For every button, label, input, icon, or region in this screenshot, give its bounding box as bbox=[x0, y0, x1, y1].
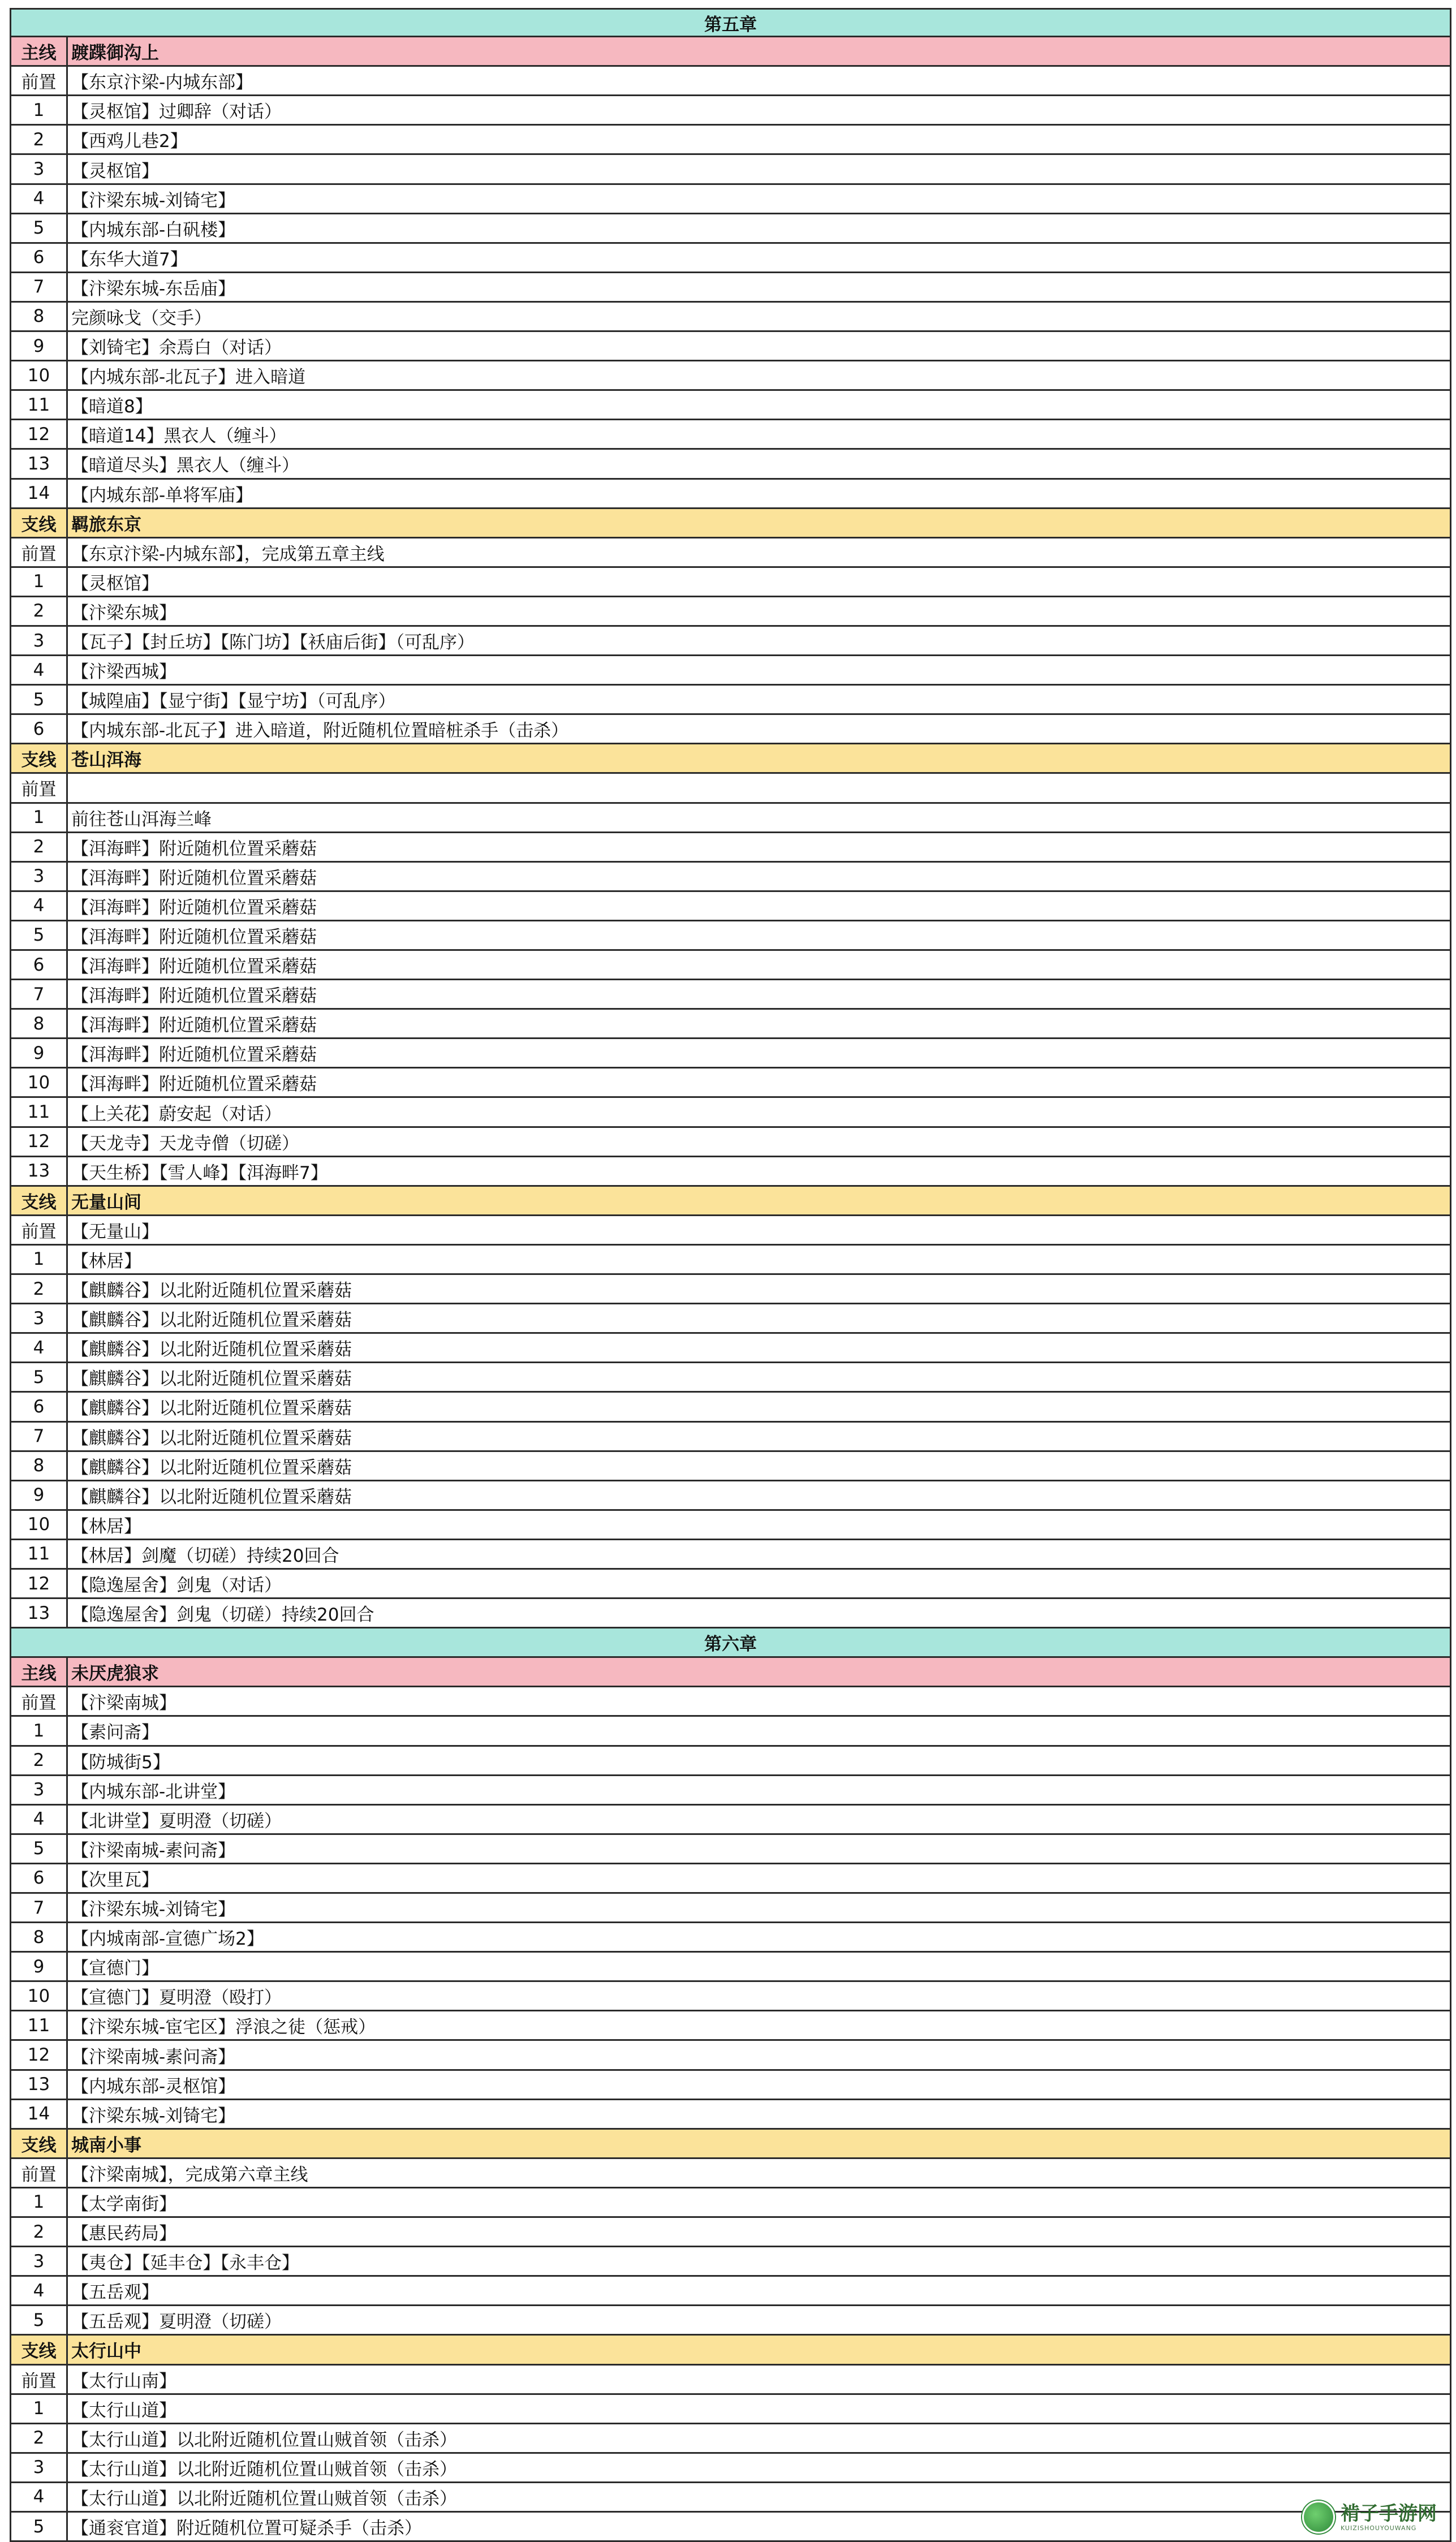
step-number: 8 bbox=[11, 1923, 68, 1951]
step-description: 【惠民药局】 bbox=[68, 2218, 1451, 2246]
step-number: 14 bbox=[11, 2100, 68, 2128]
step-description: 【林居】剑魔（切磋）持续20回合 bbox=[68, 1540, 1451, 1568]
table-row bbox=[11, 155, 1451, 184]
quest-type-label: 支线 bbox=[11, 1187, 68, 1214]
step-description: 【洱海畔】附近随机位置采蘑菇 bbox=[68, 1068, 1451, 1096]
step-number: 2 bbox=[11, 1275, 68, 1303]
table-row bbox=[11, 1747, 1451, 1776]
step-description: 【次里瓦】 bbox=[68, 1864, 1451, 1892]
step-number: 12 bbox=[11, 1128, 68, 1156]
step-description: 【天龙寺】天龙寺僧（切磋） bbox=[68, 1128, 1451, 1156]
step-number: 前置 bbox=[11, 2159, 68, 2187]
step-number: 12 bbox=[11, 2041, 68, 2069]
table-row bbox=[11, 774, 1451, 803]
step-number: 4 bbox=[11, 892, 68, 920]
step-description: 【暗道14】黑衣人（缠斗） bbox=[68, 420, 1451, 448]
step-description: 【麒麟谷】以北附近随机位置采蘑菇 bbox=[68, 1481, 1451, 1509]
step-description: 【麒麟谷】以北附近随机位置采蘑菇 bbox=[68, 1275, 1451, 1303]
step-number: 3 bbox=[11, 863, 68, 890]
step-description: 【洱海畔】附近随机位置采蘑菇 bbox=[68, 921, 1451, 949]
step-number: 13 bbox=[11, 1157, 68, 1185]
step-description: 【宣德门】 bbox=[68, 1953, 1451, 1980]
table-row bbox=[11, 1806, 1451, 1835]
table-row bbox=[11, 1982, 1451, 2011]
table-row bbox=[11, 185, 1451, 214]
table-row bbox=[11, 2366, 1451, 2395]
step-description: 【内城东部-北瓦子】进入暗道，附近随机位置暗桩杀手（击杀） bbox=[68, 715, 1451, 743]
step-number: 3 bbox=[11, 155, 68, 183]
step-description: 【内城东部-北瓦子】进入暗道 bbox=[68, 361, 1451, 389]
table-row bbox=[11, 980, 1451, 1010]
chapter-header-row bbox=[11, 8, 1451, 37]
step-number: 前置 bbox=[11, 1687, 68, 1715]
step-description: 【五岳观】夏明澄（切磋） bbox=[68, 2306, 1451, 2334]
step-description: 【隐逸屋舍】剑鬼（对话） bbox=[68, 1570, 1451, 1597]
chapter-title: 第五章 bbox=[11, 10, 1451, 36]
step-description: 【刘锜宅】余焉白（对话） bbox=[68, 332, 1451, 360]
quest-type-label: 主线 bbox=[11, 37, 68, 65]
chapter-title: 第六章 bbox=[11, 1628, 1451, 1656]
table-row bbox=[11, 627, 1451, 656]
step-description: 【洱海畔】附近随机位置采蘑菇 bbox=[68, 1010, 1451, 1037]
step-description: 【麒麟谷】以北附近随机位置采蘑菇 bbox=[68, 1423, 1451, 1450]
table-row bbox=[11, 1098, 1451, 1127]
step-description: 【东华大道7】 bbox=[68, 244, 1451, 272]
table-row bbox=[11, 1246, 1451, 1275]
step-description: 【东京汴梁-内城东部】，完成第五章主线 bbox=[68, 538, 1451, 566]
step-number: 6 bbox=[11, 715, 68, 743]
table-row bbox=[11, 2513, 1451, 2542]
step-description: 【汴梁南城】 bbox=[68, 1687, 1451, 1715]
watermark-title: 褃子手游网 bbox=[1341, 2502, 1437, 2525]
step-description: 【汴梁南城】，完成第六章主线 bbox=[68, 2159, 1451, 2187]
table-row bbox=[11, 1157, 1451, 1187]
table-row bbox=[11, 1039, 1451, 1068]
step-description: 【林居】 bbox=[68, 1246, 1451, 1273]
step-description: 【洱海畔】附近随机位置采蘑菇 bbox=[68, 1039, 1451, 1067]
step-number: 5 bbox=[11, 686, 68, 713]
table-row bbox=[11, 273, 1451, 303]
step-number: 12 bbox=[11, 1570, 68, 1597]
table-row bbox=[11, 2071, 1451, 2100]
step-number: 10 bbox=[11, 1511, 68, 1539]
table-row bbox=[11, 2247, 1451, 2277]
table-row bbox=[11, 833, 1451, 863]
step-description: 【汴梁西城】 bbox=[68, 656, 1451, 684]
step-description: 【内城东部-北讲堂】 bbox=[68, 1776, 1451, 1804]
step-description: 【汴梁南城-素问斋】 bbox=[68, 1835, 1451, 1863]
chapter-header-row bbox=[11, 1628, 1451, 1658]
step-number: 4 bbox=[11, 656, 68, 684]
step-number: 13 bbox=[11, 450, 68, 477]
step-description: 【洱海畔】附近随机位置采蘑菇 bbox=[68, 863, 1451, 890]
step-description: 【上关花】蔚安起（对话） bbox=[68, 1098, 1451, 1126]
table-row bbox=[11, 1923, 1451, 1953]
step-number: 14 bbox=[11, 480, 68, 507]
step-number: 2 bbox=[11, 597, 68, 625]
step-description: 【北讲堂】夏明澄（切磋） bbox=[68, 1806, 1451, 1833]
table-row bbox=[11, 1835, 1451, 1864]
step-number: 3 bbox=[11, 2454, 68, 2481]
table-row bbox=[11, 96, 1451, 126]
step-number: 6 bbox=[11, 1393, 68, 1420]
step-description: 【内城南部-宣德广场2】 bbox=[68, 1923, 1451, 1951]
table-row bbox=[11, 1687, 1451, 1717]
step-description: 【汴梁南城-素问斋】 bbox=[68, 2041, 1451, 2069]
step-description: 【夷仓】【延丰仓】【永丰仓】 bbox=[68, 2247, 1451, 2275]
table-row bbox=[11, 303, 1451, 332]
table-row bbox=[11, 1599, 1451, 1628]
step-description: 【城隍庙】【显宁街】【显宁坊】（可乱序） bbox=[68, 686, 1451, 713]
table-row bbox=[11, 1363, 1451, 1393]
step-number: 1 bbox=[11, 804, 68, 831]
quest-table bbox=[10, 8, 1451, 2542]
step-number: 3 bbox=[11, 1776, 68, 1804]
step-description: 【麒麟谷】以北附近随机位置采蘑菇 bbox=[68, 1363, 1451, 1391]
quest-group-title: 太行山中 bbox=[68, 2336, 1451, 2363]
step-description: 【汴梁东城-刘锜宅】 bbox=[68, 1894, 1451, 1921]
step-number: 3 bbox=[11, 627, 68, 654]
step-description: 【太行山道】 bbox=[68, 2395, 1451, 2423]
table-row bbox=[11, 2395, 1451, 2424]
quest-group-header-row bbox=[11, 2336, 1451, 2365]
step-description: 【天生桥】【雪人峰】【洱海畔7】 bbox=[68, 1157, 1451, 1185]
quest-type-label: 支线 bbox=[11, 744, 68, 772]
step-number: 前置 bbox=[11, 2366, 68, 2393]
step-description: 【西鸡儿巷2】 bbox=[68, 126, 1451, 153]
step-description: 【汴梁东城-刘锜宅】 bbox=[68, 185, 1451, 213]
quest-group-header-row bbox=[11, 37, 1451, 67]
quest-group-title: 羁旅东京 bbox=[68, 509, 1451, 537]
watermark-text bbox=[1341, 2503, 1437, 2532]
table-row bbox=[11, 244, 1451, 273]
step-description: 【洱海畔】附近随机位置采蘑菇 bbox=[68, 892, 1451, 920]
table-row bbox=[11, 1393, 1451, 1422]
step-number: 9 bbox=[11, 1953, 68, 1980]
step-description: 【汴梁东城】 bbox=[68, 597, 1451, 625]
table-row bbox=[11, 2483, 1451, 2513]
table-row bbox=[11, 2306, 1451, 2336]
table-row bbox=[11, 2454, 1451, 2483]
table-row bbox=[11, 951, 1451, 980]
step-number: 1 bbox=[11, 1717, 68, 1744]
table-row bbox=[11, 2159, 1451, 2188]
step-number: 6 bbox=[11, 951, 68, 979]
step-number: 8 bbox=[11, 303, 68, 330]
step-number: 6 bbox=[11, 1864, 68, 1892]
table-row bbox=[11, 480, 1451, 509]
table-row bbox=[11, 1423, 1451, 1452]
quest-group-title: 未厌虎狼求 bbox=[68, 1658, 1451, 1686]
step-description: 【内城东部-白矾楼】 bbox=[68, 214, 1451, 242]
step-number: 6 bbox=[11, 244, 68, 272]
step-description: 【瓦子】【封丘坊】【陈门坊】【袄庙后街】（可乱序） bbox=[68, 627, 1451, 654]
step-description: 【暗道8】 bbox=[68, 391, 1451, 419]
table-row bbox=[11, 1481, 1451, 1511]
step-number: 5 bbox=[11, 2513, 68, 2540]
watermark bbox=[1302, 2499, 1444, 2535]
step-number: 1 bbox=[11, 2395, 68, 2423]
table-row bbox=[11, 1864, 1451, 1894]
step-number: 4 bbox=[11, 1334, 68, 1362]
table-row bbox=[11, 1894, 1451, 1923]
step-description: 【太行山道】以北附近随机位置山贼首领（击杀） bbox=[68, 2454, 1451, 2481]
step-description: 【灵枢馆】 bbox=[68, 155, 1451, 183]
step-number: 10 bbox=[11, 1982, 68, 2010]
table-row bbox=[11, 420, 1451, 450]
quest-group-header-row bbox=[11, 744, 1451, 774]
table-row bbox=[11, 538, 1451, 568]
quest-group-title: 踱蹀御沟上 bbox=[68, 37, 1451, 65]
step-number: 7 bbox=[11, 273, 68, 301]
step-description: 【太行山道】以北附近随机位置山贼首领（击杀） bbox=[68, 2483, 1451, 2511]
table-row bbox=[11, 1334, 1451, 1363]
step-description: 【暗道尽头】黑衣人（缠斗） bbox=[68, 450, 1451, 477]
table-row bbox=[11, 1511, 1451, 1540]
table-row bbox=[11, 715, 1451, 744]
step-number: 1 bbox=[11, 1246, 68, 1273]
table-row bbox=[11, 2277, 1451, 2306]
table-row bbox=[11, 126, 1451, 155]
quest-group-header-row bbox=[11, 1187, 1451, 1216]
step-description: 【防城街5】 bbox=[68, 1747, 1451, 1774]
step-number: 前置 bbox=[11, 1216, 68, 1244]
step-number: 5 bbox=[11, 1835, 68, 1863]
step-description: 【内城东部-单将军庙】 bbox=[68, 480, 1451, 507]
step-number: 2 bbox=[11, 1747, 68, 1774]
step-number: 8 bbox=[11, 1452, 68, 1480]
step-description: 【汴梁东城-宦宅区】浮浪之徒（惩戒） bbox=[68, 2011, 1451, 2039]
step-description: 【素问斋】 bbox=[68, 1717, 1451, 1744]
step-description: 【无量山】 bbox=[68, 1216, 1451, 1244]
step-number: 2 bbox=[11, 833, 68, 861]
table-row bbox=[11, 892, 1451, 921]
table-row bbox=[11, 1275, 1451, 1304]
table-row bbox=[11, 1540, 1451, 1570]
table-row bbox=[11, 686, 1451, 715]
step-description: 【通衮官道】附近随机位置可疑杀手（击杀） bbox=[68, 2513, 1451, 2540]
step-number: 8 bbox=[11, 1010, 68, 1037]
quest-group-header-row bbox=[11, 2130, 1451, 2159]
step-number: 7 bbox=[11, 1894, 68, 1921]
step-number: 前置 bbox=[11, 774, 68, 802]
step-number: 前置 bbox=[11, 67, 68, 94]
step-number: 10 bbox=[11, 361, 68, 389]
step-description: 【洱海畔】附近随机位置采蘑菇 bbox=[68, 980, 1451, 1008]
step-description: 【汴梁东城-东岳庙】 bbox=[68, 273, 1451, 301]
table-row bbox=[11, 391, 1451, 420]
step-description: 【太行山南】 bbox=[68, 2366, 1451, 2393]
step-number: 5 bbox=[11, 1363, 68, 1391]
step-description: 【洱海畔】附近随机位置采蘑菇 bbox=[68, 833, 1451, 861]
step-number: 11 bbox=[11, 1098, 68, 1126]
table-row bbox=[11, 2100, 1451, 2130]
step-number: 1 bbox=[11, 568, 68, 596]
table-row bbox=[11, 863, 1451, 892]
step-number: 9 bbox=[11, 1481, 68, 1509]
step-number: 前置 bbox=[11, 538, 68, 566]
table-row bbox=[11, 2218, 1451, 2247]
table-row bbox=[11, 1953, 1451, 1982]
quest-type-label: 支线 bbox=[11, 509, 68, 537]
step-description: 【宣德门】夏明澄（殴打） bbox=[68, 1982, 1451, 2010]
step-description: 【麒麟谷】以北附近随机位置采蘑菇 bbox=[68, 1393, 1451, 1420]
quest-type-label: 支线 bbox=[11, 2130, 68, 2157]
step-number: 12 bbox=[11, 420, 68, 448]
step-description: 【隐逸屋舍】剑鬼（切磋）持续20回合 bbox=[68, 1599, 1451, 1627]
table-row bbox=[11, 1452, 1451, 1481]
table-row bbox=[11, 804, 1451, 833]
table-row bbox=[11, 332, 1451, 361]
step-description: 【林居】 bbox=[68, 1511, 1451, 1539]
quest-group-title: 城南小事 bbox=[68, 2130, 1451, 2157]
step-description: 【汴梁东城-刘锜宅】 bbox=[68, 2100, 1451, 2128]
step-description: 前往苍山洱海兰峰 bbox=[68, 804, 1451, 831]
table-row bbox=[11, 2424, 1451, 2454]
step-number: 5 bbox=[11, 214, 68, 242]
step-description: 完颜咏戈（交手） bbox=[68, 303, 1451, 330]
step-number: 7 bbox=[11, 1423, 68, 1450]
step-number: 4 bbox=[11, 185, 68, 213]
step-number: 9 bbox=[11, 332, 68, 360]
step-description: 【五岳观】 bbox=[68, 2277, 1451, 2304]
step-number: 5 bbox=[11, 921, 68, 949]
step-number: 10 bbox=[11, 1068, 68, 1096]
table-row bbox=[11, 1068, 1451, 1098]
watermark-subtitle: KUIZISHOUYOUWANG bbox=[1341, 2524, 1417, 2532]
step-number: 2 bbox=[11, 126, 68, 153]
step-number: 4 bbox=[11, 2277, 68, 2304]
step-description: 【东京汴梁-内城东部】 bbox=[68, 67, 1451, 94]
table-row bbox=[11, 1717, 1451, 1746]
step-description: 【麒麟谷】以北附近随机位置采蘑菇 bbox=[68, 1334, 1451, 1362]
step-number: 2 bbox=[11, 2424, 68, 2452]
table-row bbox=[11, 2011, 1451, 2041]
quest-group-header-row bbox=[11, 1658, 1451, 1687]
table-row bbox=[11, 1010, 1451, 1039]
step-number: 4 bbox=[11, 1806, 68, 1833]
step-number: 2 bbox=[11, 2218, 68, 2246]
table-row bbox=[11, 597, 1451, 627]
step-description bbox=[68, 774, 1451, 802]
step-number: 3 bbox=[11, 1304, 68, 1332]
step-description: 【太学南街】 bbox=[68, 2188, 1451, 2216]
step-number: 4 bbox=[11, 2483, 68, 2511]
table-row bbox=[11, 67, 1451, 96]
quest-group-title: 苍山洱海 bbox=[68, 744, 1451, 772]
step-number: 11 bbox=[11, 2011, 68, 2039]
table-row bbox=[11, 656, 1451, 686]
step-description: 【太行山道】以北附近随机位置山贼首领（击杀） bbox=[68, 2424, 1451, 2452]
table-row bbox=[11, 2041, 1451, 2070]
step-number: 7 bbox=[11, 980, 68, 1008]
step-description: 【麒麟谷】以北附近随机位置采蘑菇 bbox=[68, 1452, 1451, 1480]
step-number: 1 bbox=[11, 2188, 68, 2216]
table-row bbox=[11, 1776, 1451, 1806]
quest-type-label: 支线 bbox=[11, 2336, 68, 2363]
table-row bbox=[11, 361, 1451, 391]
step-number: 5 bbox=[11, 2306, 68, 2334]
table-row bbox=[11, 214, 1451, 244]
table-row bbox=[11, 568, 1451, 597]
quest-group-header-row bbox=[11, 509, 1451, 538]
step-number: 13 bbox=[11, 1599, 68, 1627]
step-description: 【洱海畔】附近随机位置采蘑菇 bbox=[68, 951, 1451, 979]
table-row bbox=[11, 2188, 1451, 2218]
step-number: 3 bbox=[11, 2247, 68, 2275]
watermark-logo-icon bbox=[1302, 2501, 1335, 2534]
step-number: 1 bbox=[11, 96, 68, 124]
step-description: 【灵枢馆】 bbox=[68, 568, 1451, 596]
table-row bbox=[11, 1304, 1451, 1334]
table-row bbox=[11, 921, 1451, 951]
step-description: 【灵枢馆】过卿辞（对话） bbox=[68, 96, 1451, 124]
quest-type-label: 主线 bbox=[11, 1658, 68, 1686]
step-description: 【麒麟谷】以北附近随机位置采蘑菇 bbox=[68, 1304, 1451, 1332]
step-number: 9 bbox=[11, 1039, 68, 1067]
table-row bbox=[11, 1570, 1451, 1599]
table-row bbox=[11, 1216, 1451, 1246]
table-row bbox=[11, 450, 1451, 479]
step-description: 【内城东部-灵枢馆】 bbox=[68, 2071, 1451, 2099]
step-number: 11 bbox=[11, 391, 68, 419]
step-number: 13 bbox=[11, 2071, 68, 2099]
step-number: 11 bbox=[11, 1540, 68, 1568]
quest-group-title: 无量山间 bbox=[68, 1187, 1451, 1214]
table-row bbox=[11, 1128, 1451, 1157]
